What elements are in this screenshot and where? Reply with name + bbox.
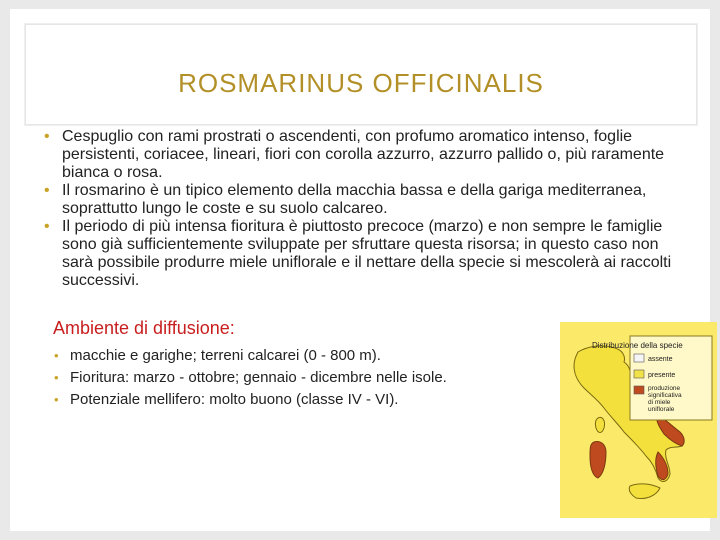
bullet-icon: • bbox=[54, 370, 59, 385]
bullet-item: • macchie e garighe; terreni calcarei (0 - 800 m). bbox=[52, 345, 572, 367]
bullet-item: • Cespuglio con rami prostrati o ascendenti, con profumo aromatico intenso, foglie persistenti, coriacee, lineari, fiori con corolla azzurro, azzurro pallido o, più raramente bianca o rosa. bbox=[44, 128, 665, 181]
bullet-icon: • bbox=[54, 348, 59, 363]
title-box bbox=[25, 24, 697, 125]
main-bullet-list bbox=[42, 128, 672, 290]
slide-title: ROSMARINUS OFFICINALIS bbox=[178, 68, 544, 98]
bullet-item: • Il periodo di più intensa fioritura è piuttosto precoce (marzo) e non sempre le famiglie sono già sufficientemente sviluppate per sfruttare questa risorsa; in questo caso non sarà possibile produrre miele uniflorale e il nettare della specie si mescolerà ai raccolti successivi. bbox=[44, 218, 672, 289]
bullet-icon: • bbox=[54, 392, 59, 407]
map-legend-title: Distribuzione della specie bbox=[592, 341, 683, 350]
secondary-bullet-list bbox=[52, 345, 572, 411]
legend-absent: assente bbox=[648, 356, 673, 363]
bullet-icon: • bbox=[44, 218, 50, 235]
bullet-item: • Il rosmarino è un tipico elemento della macchia bassa e della gariga mediterranea, soprattutto lungo le coste e su suolo calcareo. bbox=[44, 182, 647, 217]
italy-map-image bbox=[560, 322, 717, 518]
subheading: Ambiente di diffusione: bbox=[53, 318, 235, 338]
bullet-icon: • bbox=[44, 182, 50, 199]
bullet-item: • Fioritura: marzo - ottobre; gennaio - dicembre nelle isole. bbox=[52, 367, 572, 389]
legend-present: presente bbox=[648, 372, 676, 379]
bullet-item: • Potenziale mellifero: molto buono (classe IV - VI). bbox=[52, 389, 572, 411]
bullet-icon: • bbox=[44, 128, 50, 145]
distribution-map bbox=[560, 322, 717, 518]
corsica bbox=[595, 417, 604, 432]
legend-significant: produzione significativa di miele uniflorale bbox=[648, 385, 682, 413]
